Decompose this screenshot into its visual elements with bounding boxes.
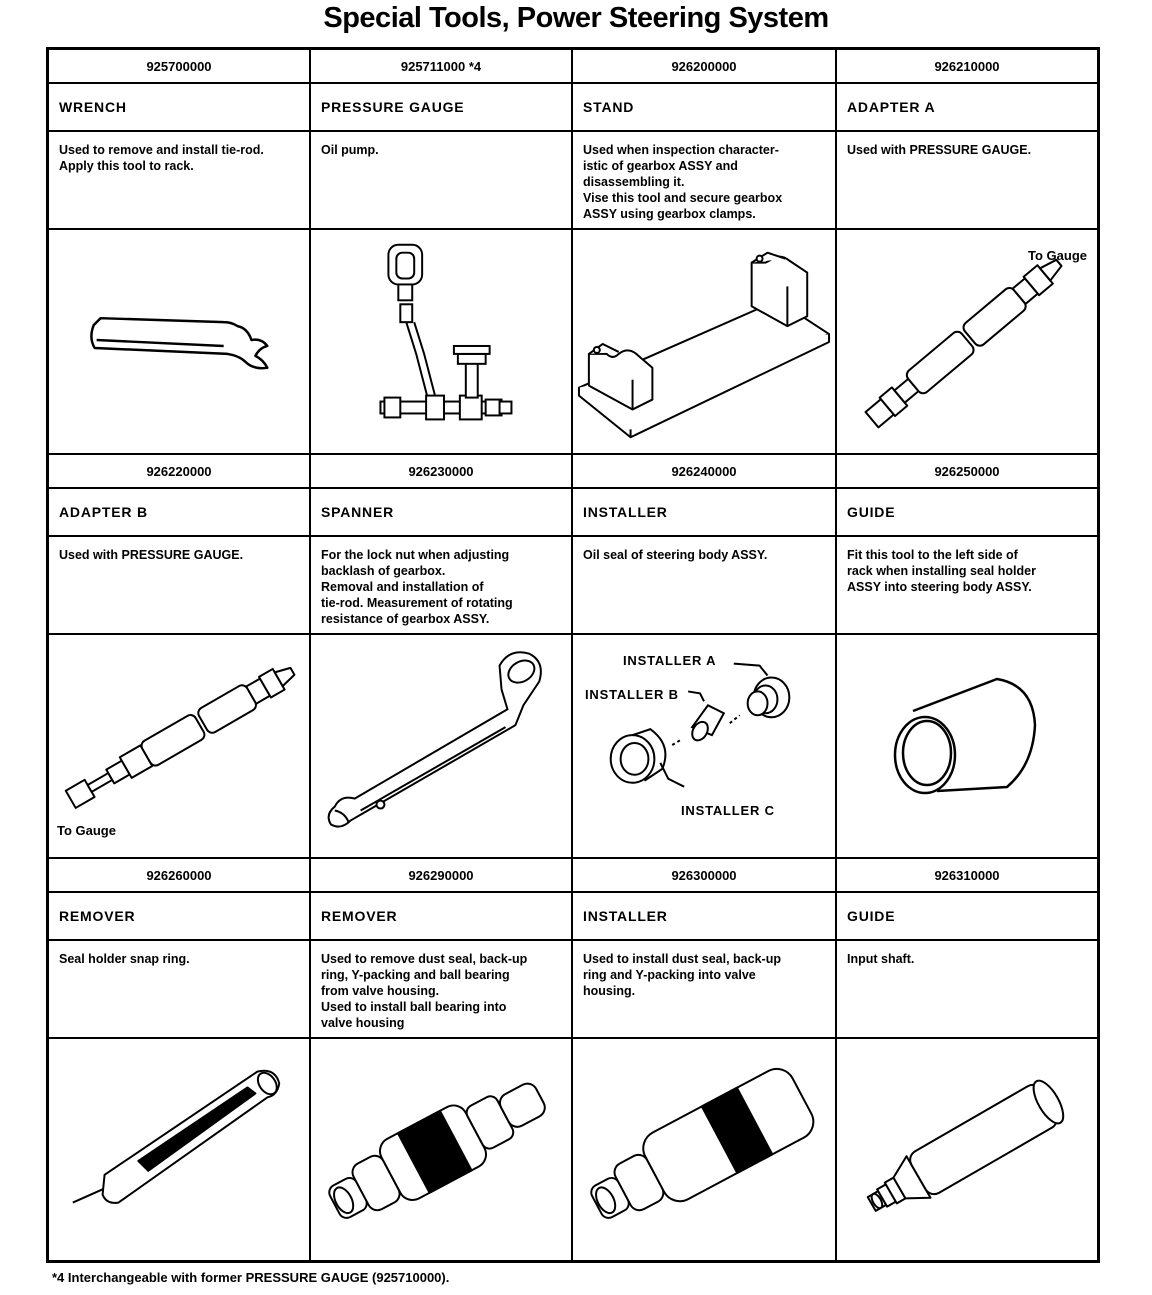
- tool-description: Used to remove dust seal, back-up ring, Y-packing and ball bearing from valve housing. Used to install ball bearing into valve housing: [321, 952, 528, 1030]
- tool-name: PRESSURE GAUGE: [321, 99, 465, 115]
- tool-cell-installer-seal: [573, 859, 837, 1260]
- tool-number: 926300000: [671, 868, 737, 883]
- spanner-illustration: [311, 635, 571, 859]
- tool-cell-stand: [573, 50, 837, 455]
- tool-cell-guide-shaft: [837, 859, 1097, 1260]
- remover-rod-illustration: [49, 1039, 309, 1260]
- tool-description: Used to remove and install tie-rod. Apply this tool to rack.: [59, 143, 264, 173]
- tool-description: Oil pump.: [321, 143, 379, 157]
- tool-number: 926230000: [408, 464, 474, 479]
- tool-name: INSTALLER: [583, 908, 668, 924]
- tool-cell-remover-valve: [311, 859, 573, 1260]
- pressure-gauge-illustration: [311, 230, 571, 455]
- tool-number: 925700000: [146, 59, 212, 74]
- tool-description: Used to install dust seal, back-up ring and Y-packing into valve housing.: [583, 952, 781, 998]
- remover-illustration: [311, 1039, 571, 1260]
- tool-description: Input shaft.: [847, 952, 915, 966]
- tool-cell-guide: [837, 455, 1097, 859]
- installer-illustration: [573, 1039, 835, 1260]
- tool-name: GUIDE: [847, 504, 896, 520]
- installer-set-illustration: [573, 635, 835, 859]
- tool-description: Fit this tool to the left side of rack when installing seal holder ASSY into steering body ASSY.: [847, 548, 1036, 594]
- installer-a-label: INSTALLER A: [623, 653, 717, 668]
- tool-number: 926220000: [146, 464, 212, 479]
- tool-cell-adapter-a: [837, 50, 1097, 455]
- tool-name: INSTALLER: [583, 504, 668, 520]
- tool-name: WRENCH: [59, 99, 127, 115]
- tool-number: 926250000: [934, 464, 1000, 479]
- tool-name: GUIDE: [847, 908, 896, 924]
- tool-description: Oil seal of steering body ASSY.: [583, 548, 768, 562]
- tool-number: 926290000: [408, 868, 474, 883]
- tool-description: Seal holder snap ring.: [59, 952, 190, 966]
- installer-c-label: INSTALLER C: [681, 803, 775, 818]
- tool-name: STAND: [583, 99, 635, 115]
- tool-cell-wrench: [49, 50, 311, 455]
- tool-description: Used when inspection character- istic of gearbox ASSY and disassembling it. Vise this tool and secure gearbox ASSY using gearbox clamps.: [583, 143, 783, 221]
- tool-number: 926240000: [671, 464, 737, 479]
- to-gauge-label: To Gauge: [1028, 248, 1087, 263]
- tool-description: Used with PRESSURE GAUGE.: [59, 548, 244, 562]
- guide-shaft-illustration: [837, 1039, 1097, 1260]
- tool-cell-remover-snap-ring: [49, 859, 311, 1260]
- tools-row-1: [49, 50, 1097, 455]
- tools-row-2: [49, 455, 1097, 859]
- tool-number: 925711000 *4: [400, 59, 482, 74]
- tool-name: REMOVER: [321, 908, 398, 924]
- page-title: Special Tools, Power Steering System: [323, 2, 829, 34]
- installer-b-label: INSTALLER B: [585, 687, 679, 702]
- tool-number: 926200000: [671, 59, 737, 74]
- wrench-illustration: [49, 230, 309, 455]
- tool-name: SPANNER: [321, 504, 395, 520]
- tool-number: 926310000: [934, 868, 1000, 883]
- guide-illustration: [837, 635, 1097, 859]
- adapter-a-illustration: [837, 230, 1097, 455]
- tool-number: 926260000: [146, 868, 212, 883]
- tool-cell-adapter-b: [49, 455, 311, 859]
- tool-name: REMOVER: [59, 908, 136, 924]
- tools-table: [46, 47, 1100, 1263]
- tool-description: Used with PRESSURE GAUGE.: [847, 143, 1032, 157]
- tool-number: 926210000: [934, 59, 1000, 74]
- tool-name: ADAPTER B: [59, 504, 148, 520]
- tool-cell-spanner: [311, 455, 573, 859]
- to-gauge-label: To Gauge: [57, 823, 116, 838]
- tools-row-3: [49, 859, 1097, 1260]
- adapter-b-illustration: [49, 635, 309, 859]
- footnote: *4 Interchangeable with former PRESSURE GAUGE (925710000).: [52, 1270, 450, 1285]
- tool-name: ADAPTER A: [847, 99, 936, 115]
- stand-illustration: [573, 230, 835, 455]
- tool-cell-installer: [573, 455, 837, 859]
- tool-description: For the lock nut when adjusting backlash of gearbox. Removal and installation of tie-rod. Measurement of rotating resistance of gearbox ASSY.: [321, 548, 513, 626]
- tool-cell-pressure-gauge: [311, 50, 573, 455]
